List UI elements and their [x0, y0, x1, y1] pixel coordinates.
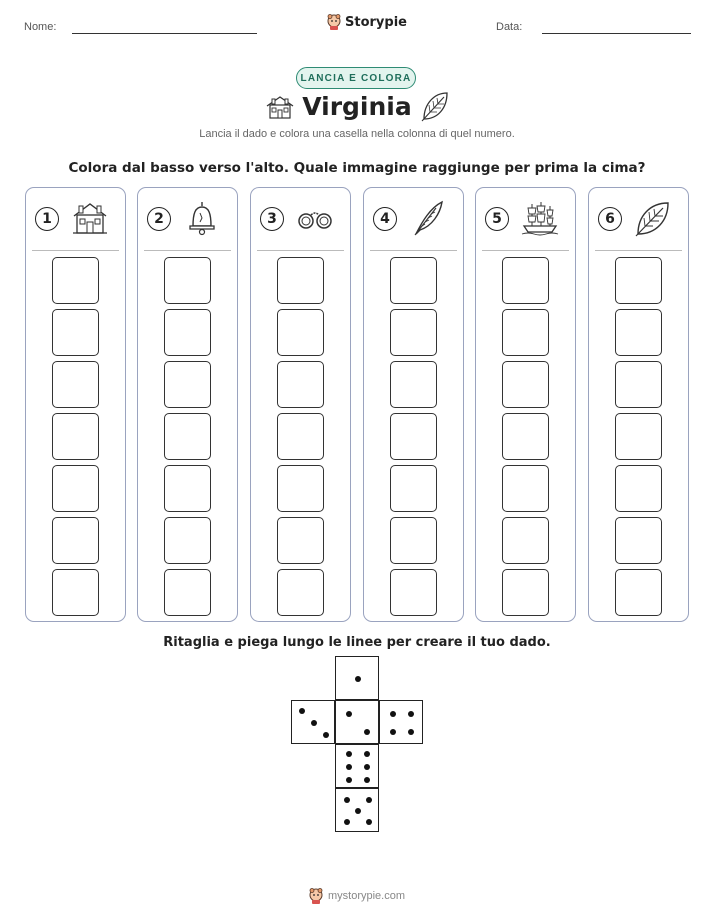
color-box[interactable]	[164, 309, 211, 356]
ship-icon	[520, 198, 560, 238]
instructions-text: Lancia il dado e colora una casella nella colonna di quel numero.	[199, 128, 515, 140]
divider	[482, 250, 569, 251]
color-box[interactable]	[615, 309, 662, 356]
storypie-mascot-icon	[309, 888, 323, 904]
die-pip	[344, 797, 350, 803]
divider	[32, 250, 119, 251]
column-number: 3	[260, 207, 284, 231]
brand-logo	[327, 14, 407, 30]
color-box[interactable]	[502, 569, 549, 616]
color-box[interactable]	[615, 569, 662, 616]
color-box[interactable]	[390, 413, 437, 460]
name-line[interactable]	[72, 33, 257, 34]
color-box[interactable]	[52, 465, 99, 512]
color-box[interactable]	[164, 465, 211, 512]
color-box[interactable]	[277, 465, 324, 512]
activity-badge: LANCIA E COLORA	[296, 67, 416, 89]
color-box[interactable]	[277, 257, 324, 304]
footer-url: mystorypie.com	[327, 890, 406, 902]
divider	[595, 250, 682, 251]
color-box[interactable]	[502, 413, 549, 460]
column-number: 1	[35, 207, 59, 231]
die-pip	[311, 720, 317, 726]
column-number: 6	[598, 207, 622, 231]
color-box[interactable]	[502, 517, 549, 564]
cut-instruction: Ritaglia e piega lungo le linee per creare il tuo dado.	[163, 635, 551, 650]
color-box[interactable]	[390, 309, 437, 356]
color-box[interactable]	[390, 465, 437, 512]
color-box[interactable]	[390, 517, 437, 564]
storypie-mascot-icon	[327, 14, 341, 30]
die-pip	[408, 711, 414, 717]
color-box[interactable]	[390, 569, 437, 616]
house-icon	[70, 198, 110, 238]
color-box[interactable]	[390, 257, 437, 304]
color-box[interactable]	[502, 257, 549, 304]
column-2	[137, 187, 238, 622]
date-label: Data:	[496, 21, 523, 33]
column-number: 5	[485, 207, 509, 231]
color-box[interactable]	[615, 413, 662, 460]
die-pip	[366, 819, 372, 825]
color-box[interactable]	[52, 413, 99, 460]
die-face-5	[335, 788, 379, 832]
die-pip	[364, 777, 370, 783]
die-pip	[408, 729, 414, 735]
die-face-3	[291, 700, 335, 744]
footer	[0, 888, 714, 904]
die-face-1	[335, 656, 379, 700]
die-pip	[355, 808, 361, 814]
color-box[interactable]	[52, 569, 99, 616]
color-box[interactable]	[615, 257, 662, 304]
color-box[interactable]	[277, 361, 324, 408]
color-box[interactable]	[52, 361, 99, 408]
column-6	[588, 187, 689, 622]
color-box[interactable]	[164, 361, 211, 408]
divider	[144, 250, 231, 251]
column-3	[250, 187, 351, 622]
die-pip	[390, 729, 396, 735]
die-face-6	[335, 744, 379, 788]
die-pip	[346, 764, 352, 770]
color-box[interactable]	[277, 517, 324, 564]
color-box[interactable]	[277, 413, 324, 460]
color-box[interactable]	[502, 361, 549, 408]
divider	[370, 250, 457, 251]
column-1	[25, 187, 126, 622]
die-pip	[346, 777, 352, 783]
die-pip	[346, 711, 352, 717]
die-pip	[366, 797, 372, 803]
name-label: Nome:	[24, 21, 57, 33]
color-box[interactable]	[615, 517, 662, 564]
die-pip	[364, 729, 370, 735]
color-box[interactable]	[615, 465, 662, 512]
date-line[interactable]	[542, 33, 691, 34]
color-box[interactable]	[52, 309, 99, 356]
column-5	[475, 187, 576, 622]
color-box[interactable]	[164, 569, 211, 616]
color-box[interactable]	[52, 257, 99, 304]
column-number: 4	[373, 207, 397, 231]
color-box[interactable]	[277, 569, 324, 616]
color-box[interactable]	[615, 361, 662, 408]
die-face-2	[335, 700, 379, 744]
question-text: Colora dal basso verso l'alto. Quale immagine raggiunge per prima la cima?	[68, 160, 646, 176]
die-pip	[344, 819, 350, 825]
color-box[interactable]	[52, 517, 99, 564]
color-box[interactable]	[502, 465, 549, 512]
color-box[interactable]	[164, 257, 211, 304]
color-box[interactable]	[164, 517, 211, 564]
color-box[interactable]	[502, 309, 549, 356]
die-pip	[364, 751, 370, 757]
page-title: Virginia	[302, 92, 412, 121]
die-pip	[299, 708, 305, 714]
color-box[interactable]	[390, 361, 437, 408]
die-pip	[346, 751, 352, 757]
brand-name: Storypie	[345, 14, 407, 30]
column-4	[363, 187, 464, 622]
bell-icon	[182, 198, 222, 238]
die-pip	[323, 732, 329, 738]
die-face-4	[379, 700, 423, 744]
leaf-icon	[420, 90, 450, 122]
color-box[interactable]	[277, 309, 324, 356]
column-number: 2	[147, 207, 171, 231]
die-pip	[355, 676, 361, 682]
die-pip	[364, 764, 370, 770]
quill-icon	[408, 198, 448, 238]
handcuffs-icon	[295, 198, 335, 238]
die-pip	[390, 711, 396, 717]
color-box[interactable]	[164, 413, 211, 460]
leaf-icon	[633, 198, 673, 238]
divider	[257, 250, 344, 251]
